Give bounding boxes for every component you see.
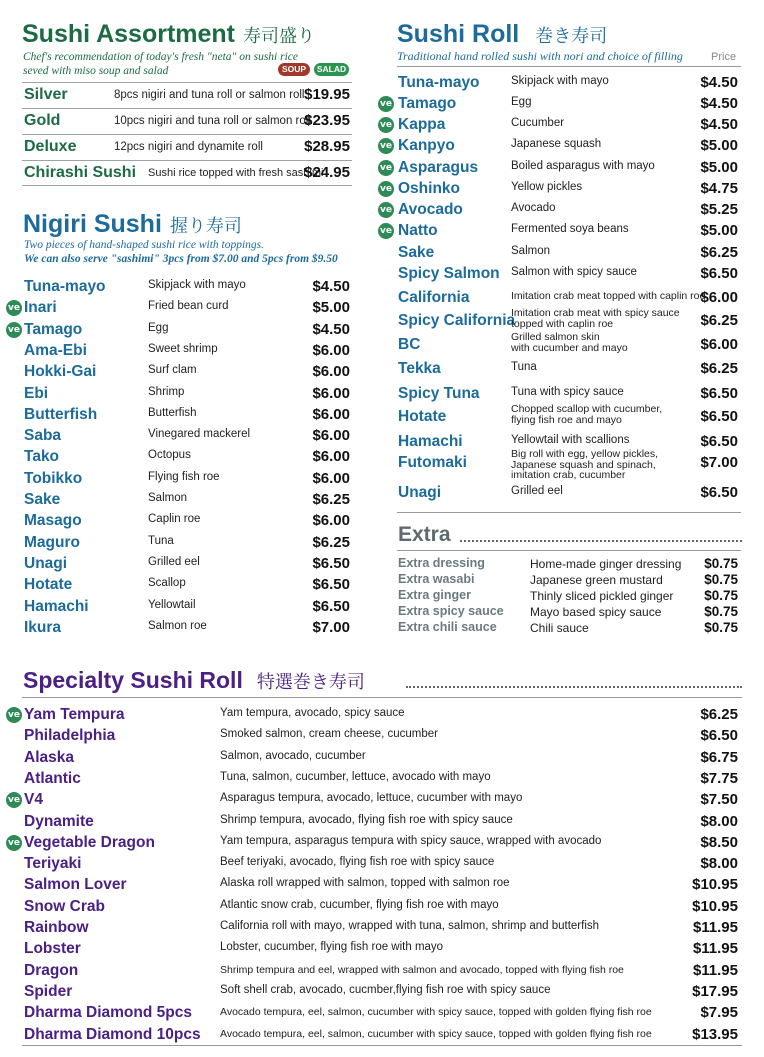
extra-price: $0.75 — [704, 620, 738, 635]
nigiri-price: $6.50 — [312, 576, 350, 594]
sushi-roll-desc: Tuna with spicy sauce — [511, 386, 624, 398]
assortment-subtitle-line-1: Chef's recommendation of today's fresh "neta" on sushi rice — [23, 51, 299, 63]
sushi-roll-desc: Grilled eel — [511, 485, 563, 497]
nigiri-row — [22, 469, 350, 490]
extra-desc: Thinly sliced pickled ginger — [530, 589, 674, 603]
sushi-roll-price: $6.50 — [700, 385, 738, 402]
nigiri-price: $6.00 — [312, 405, 350, 423]
assortment-price: $23.95 — [304, 112, 350, 129]
sushi-roll-name: Unagi — [398, 484, 442, 501]
nigiri-name: Ebi — [24, 384, 49, 402]
extra-name: Extra wasabi — [398, 572, 475, 586]
nigiri-desc: Grilled eel — [148, 555, 200, 568]
sushi-roll-desc: Japanese squash — [511, 138, 602, 150]
specialty-title-jp: 特選巻き寿司 — [256, 672, 365, 693]
sushi-roll-price: $4.50 — [700, 74, 738, 91]
nigiri-name: Hotate — [24, 576, 73, 594]
specialty-name: Lobster — [24, 940, 81, 958]
specialty-price: $11.95 — [692, 961, 738, 979]
sushi-roll-row — [396, 331, 738, 356]
assortment-title-jp: 寿司盛り — [243, 26, 316, 47]
nigiri-desc: Tuna — [148, 534, 174, 547]
sushi-roll-desc: Yellow pickles — [511, 181, 583, 193]
nigiri-title — [23, 210, 242, 239]
nigiri-row — [22, 597, 350, 618]
nigiri-price: $5.00 — [312, 299, 350, 317]
nigiri-desc: Salmon — [148, 492, 187, 504]
sushi-roll-desc: Imitation crab meat topped with caplin roe — [511, 290, 706, 302]
extra-row — [398, 588, 738, 604]
sushi-roll-title — [397, 20, 607, 49]
sushi-roll-name: Tuna-mayo — [398, 74, 480, 91]
specialty-name: Rainbow — [24, 919, 89, 936]
nigiri-price: $6.00 — [312, 512, 350, 530]
extra-name: Extra dressing — [398, 556, 485, 570]
specialty-row — [8, 833, 738, 854]
nigiri-name: Maguro — [24, 533, 80, 551]
nigiri-price: $6.50 — [312, 597, 350, 615]
nigiri-row — [8, 320, 350, 341]
sushi-roll-name: Kappa — [398, 116, 446, 133]
nigiri-name: Butterfish — [24, 405, 98, 423]
extra-divider — [397, 550, 741, 551]
specialty-price: $6.25 — [700, 706, 738, 723]
sushi-roll-price: $7.00 — [700, 454, 738, 471]
sushi-roll-name: Spicy California — [398, 312, 516, 329]
specialty-row — [22, 1003, 738, 1024]
sushi-roll-name: Tamago — [398, 95, 457, 112]
sushi-roll-desc: Fermented soya beans — [511, 223, 629, 235]
assortment-name: Gold — [24, 112, 61, 129]
specialty-desc: California roll with mayo, wrapped with tuna, salmon, shrimp and butterfish — [220, 920, 600, 932]
specialty-name: Dynamite — [24, 812, 94, 830]
nigiri-name: Ikura — [24, 618, 62, 636]
sushi-roll-price: $6.50 — [700, 433, 738, 450]
soup-badge: SOUP — [278, 63, 310, 76]
specialty-desc: Beef teriyaki, avocado, flying fish roe with spicy sauce — [220, 856, 495, 869]
sushi-roll-price: $5.00 — [700, 222, 738, 239]
specialty-desc: Soft shell crab, avocado, cucmber,flying fish roe with spicy sauce — [220, 983, 551, 996]
extra-name: Extra chili sauce — [398, 620, 497, 634]
vegetarian-icon: ve — [6, 300, 22, 316]
sushi-roll-name: Spicy Salmon — [398, 265, 500, 282]
sushi-roll-price: $6.50 — [700, 484, 738, 501]
sushi-roll-row — [380, 158, 738, 179]
specialty-price: $6.75 — [700, 748, 738, 766]
nigiri-name: Tobikko — [24, 469, 83, 487]
sushi-roll-row — [396, 264, 738, 285]
specialty-name: Snow Crab — [24, 897, 105, 915]
extra-desc: Japanese green mustard — [530, 573, 663, 587]
extra-row — [398, 604, 738, 620]
nigiri-title-jp: 握り寿司 — [169, 216, 242, 237]
sushi-roll-price: $5.25 — [700, 201, 738, 218]
sushi-roll-desc: Egg — [511, 96, 532, 108]
sushi-roll-bottom-divider — [397, 512, 741, 513]
assortment-desc: 12pcs nigiri and dynamite roll — [114, 141, 263, 153]
specialty-name: Salmon Lover — [24, 876, 127, 894]
sushi-roll-name: Avocado — [398, 201, 463, 218]
nigiri-row — [22, 575, 350, 596]
nigiri-name: Inari — [24, 299, 57, 317]
nigiri-row — [22, 511, 350, 532]
assortment-price: $24.95 — [304, 164, 350, 181]
specialty-name: Teriyaki — [24, 855, 82, 873]
sushi-roll-row — [380, 94, 738, 115]
sushi-roll-row — [380, 221, 738, 242]
specialty-price: $11.95 — [692, 919, 738, 936]
sushi-roll-name: Tekka — [398, 360, 441, 377]
specialty-row — [22, 939, 738, 960]
vegetarian-icon: ve — [378, 160, 394, 176]
sushi-roll-desc: Grilled salmon skin with cucumber and mayo — [511, 331, 628, 354]
specialty-price: $8.00 — [700, 812, 738, 830]
sushi-roll-desc: Skipjack with mayo — [511, 75, 609, 87]
assortment-title-text: Sushi Assortment — [22, 20, 236, 48]
nigiri-desc: Shrimp — [148, 385, 185, 398]
specialty-desc: Shrimp tempura, avocado, flying fish roe with spicy sauce — [220, 813, 513, 826]
specialty-desc: Avocado tempura, eel, salmon, cucumber with spicy sauce, topped with golden flying fish roe — [220, 1027, 652, 1040]
sushi-roll-row — [380, 136, 738, 157]
specialty-row — [22, 812, 738, 833]
nigiri-price: $6.25 — [312, 533, 350, 551]
nigiri-desc: Fried bean curd — [148, 300, 229, 313]
vegetarian-icon: ve — [6, 707, 22, 723]
nigiri-row — [22, 362, 350, 383]
specialty-row — [22, 854, 738, 875]
nigiri-price: $6.00 — [312, 469, 350, 487]
specialty-row — [22, 769, 738, 790]
nigiri-title-text: Nigiri Sushi — [23, 210, 162, 238]
extra-row — [398, 572, 738, 588]
extra-price: $0.75 — [704, 572, 738, 587]
sushi-roll-name: BC — [398, 336, 421, 353]
sushi-roll-price: $6.50 — [700, 265, 738, 282]
specialty-price: $8.50 — [700, 833, 738, 851]
extra-title: Extra — [398, 523, 451, 546]
extra-desc: Chili sauce — [530, 621, 589, 635]
specialty-price: $7.50 — [700, 791, 738, 809]
assortment-row — [22, 82, 352, 106]
specialty-desc: Yam tempura, asparagus tempura with spicy sauce, wrapped with avocado — [220, 834, 602, 847]
nigiri-desc: Scallop — [148, 577, 186, 590]
nigiri-row — [22, 384, 350, 405]
specialty-row — [22, 748, 738, 769]
sushi-roll-title-jp: 巻き寿司 — [535, 26, 608, 47]
assortment-subtitle — [23, 50, 323, 78]
specialty-desc: Yam tempura, avocado, spicy sauce — [220, 707, 405, 719]
sushi-roll-price: $4.75 — [700, 180, 738, 197]
specialty-price: $17.95 — [692, 982, 738, 1000]
specialty-name: Yam Tempura — [24, 706, 125, 723]
sushi-roll-desc: Boiled asparagus with mayo — [511, 160, 655, 172]
assortment-name: Chirashi Sushi — [24, 164, 137, 181]
nigiri-desc: Surf clam — [148, 364, 197, 377]
assortment-desc: 10pcs nigiri and tuna roll or salmon roll — [114, 115, 311, 127]
specialty-row — [22, 1025, 738, 1046]
sushi-roll-desc: Big roll with egg, yellow pickles, Japanese squash and spinach, imitation crab, cucumber — [511, 448, 659, 481]
sushi-roll-price: $6.00 — [700, 336, 738, 353]
nigiri-name: Sake — [24, 491, 61, 508]
sushi-roll-price: $6.25 — [700, 312, 738, 329]
nigiri-name: Hamachi — [24, 597, 89, 615]
assortment-row — [22, 108, 352, 132]
specialty-title-text: Specialty Sushi Roll — [23, 667, 243, 693]
specialty-name: Alaska — [24, 748, 74, 766]
extra-price: $0.75 — [704, 556, 738, 571]
extra-name: Extra spicy sauce — [398, 604, 504, 618]
sushi-roll-name: California — [398, 289, 470, 306]
sushi-roll-price: $6.25 — [700, 244, 738, 261]
sushi-roll-name: Futomaki — [398, 454, 467, 471]
sushi-roll-row — [396, 359, 738, 380]
nigiri-desc: Caplin roe — [148, 513, 201, 526]
specialty-price: $8.00 — [700, 855, 738, 873]
vegetarian-icon: ve — [378, 117, 394, 133]
specialty-title — [23, 667, 365, 694]
nigiri-sashimi-note: We can also serve "sashimi" 3pcs from $7.00 and 5pcs from $9.50 — [24, 253, 338, 265]
specialty-row — [22, 918, 738, 939]
nigiri-desc: Yellowtail — [148, 598, 196, 611]
vegetarian-icon: ve — [378, 138, 394, 154]
specialty-dotted-leader — [406, 686, 742, 688]
nigiri-price: $4.50 — [312, 278, 350, 295]
nigiri-name: Ama-Ebi — [24, 341, 87, 359]
nigiri-subtitle: Two pieces of hand-shaped sushi rice with toppings. — [24, 239, 265, 251]
assortment-bottom-divider — [22, 185, 352, 186]
assortment-price: $28.95 — [304, 138, 350, 155]
nigiri-row — [22, 341, 350, 362]
sushi-roll-row — [396, 307, 738, 332]
specialty-price: $11.95 — [692, 940, 738, 958]
specialty-desc: Tuna, salmon, cucumber, lettuce, avocado with mayo — [220, 770, 491, 783]
nigiri-row — [22, 490, 350, 511]
specialty-desc: Asparagus tempura, avocado, lettuce, cucumber with mayo — [220, 792, 523, 805]
nigiri-price: $6.25 — [312, 491, 350, 508]
vegetarian-icon: ve — [378, 202, 394, 218]
sushi-roll-row — [396, 483, 738, 504]
nigiri-desc: Butterfish — [148, 406, 197, 419]
specialty-name: Vegetable Dragon — [24, 833, 155, 851]
sushi-roll-desc: Yellowtail with scallions — [511, 434, 630, 446]
nigiri-name: Tuna-mayo — [24, 278, 106, 295]
assortment-row — [22, 160, 352, 184]
price-column-header: Price — [711, 51, 737, 63]
extra-price: $0.75 — [704, 588, 738, 603]
extra-row — [398, 620, 738, 636]
sushi-roll-name: Oshinko — [398, 180, 461, 197]
sushi-roll-row — [396, 448, 738, 481]
specialty-bottom-divider — [22, 1045, 742, 1046]
nigiri-row — [22, 405, 350, 426]
sushi-roll-price: $6.50 — [700, 408, 738, 425]
sushi-roll-price: $4.50 — [700, 95, 738, 112]
specialty-desc: Salmon, avocado, cucumber — [220, 749, 366, 762]
assortment-desc: 8pcs nigiri and tuna roll or salmon roll — [114, 89, 305, 101]
sushi-roll-desc: Imitation crab meat with spicy sauce topped with caplin roe — [511, 307, 680, 330]
specialty-name: V4 — [24, 791, 43, 809]
sushi-roll-name: Asparagus — [398, 159, 479, 176]
nigiri-price: $6.00 — [312, 427, 350, 445]
extra-dotted-leader — [460, 540, 742, 542]
specialty-row — [22, 875, 738, 896]
specialty-row — [22, 726, 738, 747]
vegetarian-icon: ve — [378, 223, 394, 239]
sushi-roll-price: $5.00 — [700, 137, 738, 154]
nigiri-price: $6.00 — [312, 363, 350, 381]
vegetarian-icon: ve — [6, 322, 22, 338]
specialty-divider — [22, 697, 742, 698]
nigiri-name: Tako — [24, 448, 60, 466]
specialty-row — [22, 897, 738, 918]
sushi-roll-row — [396, 243, 738, 264]
assortment-title — [22, 20, 315, 49]
sushi-roll-row — [396, 384, 738, 405]
sushi-roll-price: $5.00 — [700, 159, 738, 176]
nigiri-desc: Octopus — [148, 449, 191, 462]
specialty-price: $7.75 — [700, 769, 738, 787]
sushi-roll-name: Spicy Tuna — [398, 385, 480, 402]
sushi-roll-price: $6.00 — [700, 289, 738, 306]
extra-row — [398, 556, 738, 572]
sushi-roll-name: Kanpyo — [398, 137, 455, 154]
sushi-roll-desc: Tuna — [511, 361, 537, 373]
specialty-name: Spider — [24, 982, 73, 1000]
specialty-name: Dragon — [24, 961, 79, 979]
nigiri-row — [22, 554, 350, 575]
sushi-roll-row — [396, 288, 738, 309]
assortment-subtitle-line-2: seved with miso soup and salad — [23, 65, 169, 77]
sushi-roll-subtitle: Traditional hand rolled sushi with nori and choice of filling — [397, 49, 683, 63]
specialty-name: Philadelphia — [24, 727, 116, 745]
sushi-roll-name: Hamachi — [398, 433, 463, 450]
nigiri-row — [8, 298, 350, 319]
sushi-roll-row — [380, 200, 738, 221]
nigiri-row — [22, 618, 350, 639]
specialty-row — [8, 790, 738, 811]
sushi-roll-desc: Salmon — [511, 245, 550, 257]
specialty-desc: Atlantic snow crab, cucumber, flying fish roe with mayo — [220, 898, 499, 911]
nigiri-row — [22, 447, 350, 468]
nigiri-desc: Egg — [148, 321, 169, 334]
nigiri-name: Tamago — [24, 320, 83, 338]
nigiri-desc: Sweet shrimp — [148, 342, 218, 355]
specialty-price: $6.50 — [700, 727, 738, 745]
assortment-desc: Sushi rice topped with fresh sashimi — [148, 167, 324, 179]
sushi-roll-row — [396, 73, 738, 94]
nigiri-desc: Vinegared mackerel — [148, 428, 251, 441]
nigiri-name: Saba — [24, 427, 62, 445]
extra-desc: Home-made ginger dressing — [530, 557, 682, 571]
specialty-price: $13.95 — [692, 1025, 738, 1043]
sushi-roll-price: $6.25 — [700, 360, 738, 377]
specialty-row — [22, 961, 738, 982]
nigiri-price: $6.00 — [312, 448, 350, 466]
extra-name: Extra ginger — [398, 588, 471, 602]
sushi-roll-name: Hotate — [398, 408, 447, 425]
specialty-name: Dharma Diamond 5pcs — [24, 1004, 192, 1022]
sushi-roll-row — [380, 115, 738, 136]
nigiri-desc: Flying fish roe — [148, 470, 220, 483]
specialty-row — [22, 982, 738, 1003]
specialty-name: Atlantic — [24, 769, 81, 787]
specialty-desc: Lobster, cucumber, flying fish roe with mayo — [220, 941, 444, 954]
specialty-desc: Avocado tempura, eel, salmon, cucumber with spicy sauce, topped with golden flying fish roe — [220, 1006, 652, 1019]
assortment-price: $19.95 — [304, 86, 350, 103]
nigiri-price: $7.00 — [312, 618, 350, 636]
assortment-name: Silver — [24, 86, 68, 103]
extra-desc: Mayo based spicy sauce — [530, 605, 662, 619]
salad-badge: SALAD — [314, 63, 349, 76]
assortment-name: Deluxe — [24, 138, 77, 155]
nigiri-name: Hokki-Gai — [24, 363, 97, 381]
sushi-roll-price: $4.50 — [700, 116, 738, 133]
nigiri-row — [22, 426, 350, 447]
sushi-roll-row — [396, 403, 738, 428]
specialty-price: $7.95 — [700, 1004, 738, 1022]
specialty-desc: Smoked salmon, cream cheese, cucumber — [220, 728, 438, 741]
nigiri-row — [22, 277, 350, 298]
sushi-roll-name: Sake — [398, 244, 435, 261]
specialty-name: Dharma Diamond 10pcs — [24, 1025, 201, 1043]
sushi-roll-divider — [397, 66, 741, 67]
specialty-row — [8, 705, 738, 726]
assortment-row — [22, 134, 352, 158]
vegetarian-icon: ve — [378, 96, 394, 112]
sushi-roll-desc: Avocado — [511, 202, 556, 214]
vegetarian-icon: ve — [6, 835, 22, 851]
specialty-desc: Alaska roll wrapped with salmon, topped with salmon roe — [220, 877, 510, 890]
nigiri-price: $6.00 — [312, 384, 350, 402]
nigiri-price: $6.00 — [312, 341, 350, 359]
nigiri-name: Unagi — [24, 554, 68, 572]
specialty-price: $10.95 — [692, 876, 738, 894]
specialty-price: $10.95 — [692, 897, 738, 915]
sushi-roll-desc: Chopped scallop with cucumber, flying fish roe and mayo — [511, 403, 663, 426]
nigiri-row — [22, 533, 350, 554]
vegetarian-icon: ve — [378, 181, 394, 197]
sushi-roll-desc: Cucumber — [511, 117, 565, 129]
sushi-roll-desc: Salmon with spicy sauce — [511, 266, 637, 278]
nigiri-desc: Skipjack with mayo — [148, 279, 246, 291]
extra-price: $0.75 — [704, 604, 738, 619]
specialty-desc: Shrimp tempura and eel, wrapped with salmon and avocado, topped with flying fish roe — [220, 963, 624, 976]
nigiri-price: $4.50 — [312, 320, 350, 338]
nigiri-desc: Salmon roe — [148, 619, 207, 632]
sushi-roll-row — [380, 179, 738, 200]
nigiri-name: Masago — [24, 512, 82, 530]
sushi-roll-name: Natto — [398, 222, 438, 239]
vegetarian-icon: ve — [6, 792, 22, 808]
nigiri-price: $6.50 — [312, 554, 350, 572]
sushi-roll-title-text: Sushi Roll — [397, 20, 520, 48]
